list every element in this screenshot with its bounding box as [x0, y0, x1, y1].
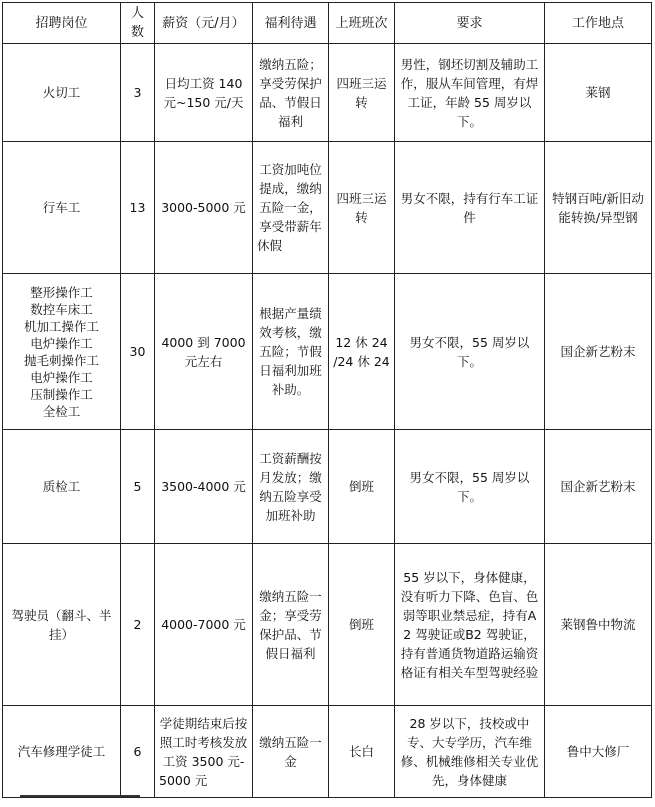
header-post: 招聘岗位 — [3, 3, 121, 44]
cell-num: 6 — [121, 706, 155, 798]
table-row — [3, 274, 652, 430]
header-row — [3, 3, 652, 44]
cell-benefits: 缴纳五险一金 — [253, 706, 329, 798]
cell-pay: 日均工资 140 元~150 元/天 — [155, 44, 253, 142]
cell-post: 驾驶员（翻斗、半挂） — [3, 544, 121, 706]
post-item: 抛毛刺操作工 — [23, 352, 99, 368]
cell-benefits: 根据产量绩效考核，缴五险；节假日福利加班补助。 — [253, 274, 329, 430]
cell-loc: 鲁中大修厂 — [545, 706, 652, 798]
cell-shift: 12 休 24 /24 休 24 — [329, 274, 395, 430]
post-item: 电炉操作工 — [30, 335, 93, 351]
cell-post-list — [3, 274, 121, 430]
header-req: 要求 — [395, 3, 545, 44]
post-item: 整形操作工 — [30, 284, 93, 300]
cell-num: 30 — [121, 274, 155, 430]
post-item: 数控车床工 — [30, 301, 93, 317]
post-item: 压制操作工 — [30, 386, 93, 402]
cell-req: 28 岁以下，技校或中专、大专学历，汽车维修、机械维修相关专业优先，身体健康 — [395, 706, 545, 798]
cell-pay: 3000-5000 元 — [155, 142, 253, 274]
header-benefits: 福利待遇 — [253, 3, 329, 44]
cell-pay: 学徒期结束后按照工时考核发放工资 3500 元-5000 元 — [155, 706, 253, 798]
cell-req: 男女不限，持有行车工证件 — [395, 142, 545, 274]
cell-shift: 长白 — [329, 706, 395, 798]
cell-post: 汽车修理学徒工 — [3, 706, 121, 798]
header-loc: 工作地点 — [545, 3, 652, 44]
table-row — [3, 430, 652, 544]
table-row — [3, 544, 652, 706]
cell-loc: 莱钢 — [545, 44, 652, 142]
cell-pay: 3500-4000 元 — [155, 430, 253, 544]
cut-off-text-fragment — [20, 795, 140, 807]
cell-benefits: 工资加吨位提成，缴纳五险一金，享受带薪年休假 — [253, 142, 329, 274]
post-item: 机加工操作工 — [23, 318, 99, 334]
cell-num: 2 — [121, 544, 155, 706]
header-num: 人数 — [121, 3, 155, 44]
table-row — [3, 142, 652, 274]
table-row — [3, 706, 652, 798]
cell-req: 男女不限，55 周岁以下。 — [395, 430, 545, 544]
cell-num: 5 — [121, 430, 155, 544]
cell-loc: 莱钢鲁中物流 — [545, 544, 652, 706]
cell-shift: 倒班 — [329, 430, 395, 544]
header-shift: 上班班次 — [329, 3, 395, 44]
cell-post: 行车工 — [3, 142, 121, 274]
cell-benefits: 缴纳五险一金；享受劳保护品、节假日福利 — [253, 544, 329, 706]
cell-shift: 四班三运转 — [329, 44, 395, 142]
post-item: 全检工 — [42, 403, 81, 419]
cell-benefits: 工资薪酬按月发放；缴纳五险享受加班补助 — [253, 430, 329, 544]
cell-req: 55 岁以下，身体健康，没有听力下降、色盲、色弱等职业禁忌症，持有A2 驾驶证或B2 驾驶证，持有普通货物道路运输资格证有相关车型驾驶经验 — [395, 544, 545, 706]
recruitment-table — [2, 2, 652, 798]
cell-loc: 国企新艺粉末 — [545, 430, 652, 544]
cell-post: 火切工 — [3, 44, 121, 142]
table-row — [3, 44, 652, 142]
header-pay: 薪资（元/月） — [155, 3, 253, 44]
post-item: 电炉操作工 — [30, 369, 93, 385]
cell-pay: 4000 到 7000 元左右 — [155, 274, 253, 430]
cell-post: 质检工 — [3, 430, 121, 544]
cell-num: 3 — [121, 44, 155, 142]
cell-num: 13 — [121, 142, 155, 274]
cell-shift: 四班三运转 — [329, 142, 395, 274]
cell-benefits: 缴纳五险；享受劳保护品、节假日福利 — [253, 44, 329, 142]
cell-pay: 4000-7000 元 — [155, 544, 253, 706]
cell-shift: 倒班 — [329, 544, 395, 706]
cell-req: 男女不限，55 周岁以下。 — [395, 274, 545, 430]
cell-loc: 特钢百吨/新旧动能转换/异型钢 — [545, 142, 652, 274]
cell-loc: 国企新艺粉末 — [545, 274, 652, 430]
cell-req: 男性，钢坯切割及辅助工作，服从车间管理，有焊工证，年龄 55 周岁以下。 — [395, 44, 545, 142]
